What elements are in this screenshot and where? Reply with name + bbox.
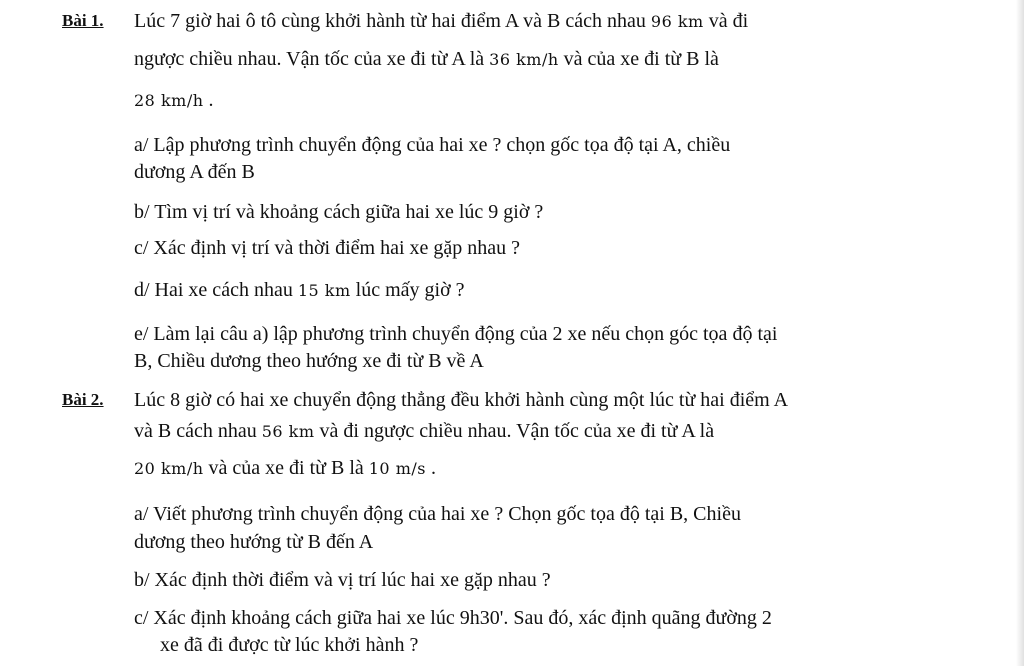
text-segment: . xyxy=(425,457,436,479)
text-segment: . xyxy=(203,89,214,111)
math-speed-b: 28 km/h xyxy=(134,91,204,110)
problem-1-question-e-line-1: e/ Làm lại câu a) lập phương trình chuyển động của 2 xe nếu chọn góc tọa độ tại xyxy=(134,323,778,345)
problem-2-intro-line-3 xyxy=(134,456,436,481)
problem-1-question-e-line-2: B, Chiều dương theo hướng xe đi từ B về A xyxy=(134,350,484,372)
math-distance: 56 km xyxy=(261,422,315,441)
problem-2-intro-line-2 xyxy=(134,419,714,444)
problem-2-question-c-line-1: c/ Xác định khoảng cách giữa hai xe lúc 9h30'. Sau đó, xác định quãng đường 2 xyxy=(134,607,772,629)
problem-1-question-a-line-1: a/ Lập phương trình chuyển động của hai xe ? chọn gốc tọa độ tại A, chiều xyxy=(134,134,731,156)
text-segment: và đi ngược chiều nhau. Vận tốc của xe đi từ A là xyxy=(314,420,715,442)
problem-1-label: Bài 1. xyxy=(62,11,104,30)
math-gap-distance: 15 km xyxy=(297,281,351,300)
text-segment: và của xe đi từ B là xyxy=(558,48,719,70)
problem-2-question-a-line-2: dương theo hướng từ B đến A xyxy=(134,531,374,553)
text-segment: lúc mấy giờ ? xyxy=(350,279,465,301)
text-segment: Lúc 7 giờ hai ô tô cùng khởi hành từ hai điểm A và B cách nhau xyxy=(134,10,651,32)
text-segment: ngược chiều nhau. Vận tốc của xe đi từ A là xyxy=(134,48,490,70)
page-edge-shadow xyxy=(1016,0,1024,666)
problem-1-intro-line-2 xyxy=(134,47,719,72)
math-distance: 96 km xyxy=(650,12,704,31)
text-segment: và của xe đi từ B là xyxy=(203,457,369,479)
problem-1-question-b: b/ Tìm vị trí và khoảng cách giữa hai xe lúc 9 giờ ? xyxy=(134,201,544,223)
text-segment: d/ Hai xe cách nhau xyxy=(134,279,298,301)
math-speed-b: 10 m/s xyxy=(368,459,426,478)
problem-1-intro-line-1 xyxy=(134,9,748,34)
problem-2-question-a-line-1: a/ Viết phương trình chuyển động của hai xe ? Chọn gốc tọa độ tại B, Chiều xyxy=(134,503,741,525)
text-segment: và đi xyxy=(703,10,749,32)
problem-2-intro-line-1: Lúc 8 giờ có hai xe chuyển động thẳng đều khởi hành cùng một lúc từ hai điểm A xyxy=(134,389,789,411)
problem-2-question-c-line-2: xe đã đi được từ lúc khởi hành ? xyxy=(160,634,419,656)
problem-1-question-a-line-2: dương A đến B xyxy=(134,161,255,183)
text-segment: và B cách nhau xyxy=(134,420,262,442)
problem-1-question-d xyxy=(134,278,465,303)
problem-2-label: Bài 2. xyxy=(62,390,104,409)
problem-1-intro-line-3 xyxy=(134,88,214,113)
math-speed-a: 20 km/h xyxy=(134,459,204,478)
problem-2-question-b: b/ Xác định thời điểm và vị trí lúc hai xe gặp nhau ? xyxy=(134,569,551,591)
math-speed-a: 36 km/h xyxy=(489,50,559,69)
problem-1-question-c: c/ Xác định vị trí và thời điểm hai xe gặp nhau ? xyxy=(134,237,521,259)
